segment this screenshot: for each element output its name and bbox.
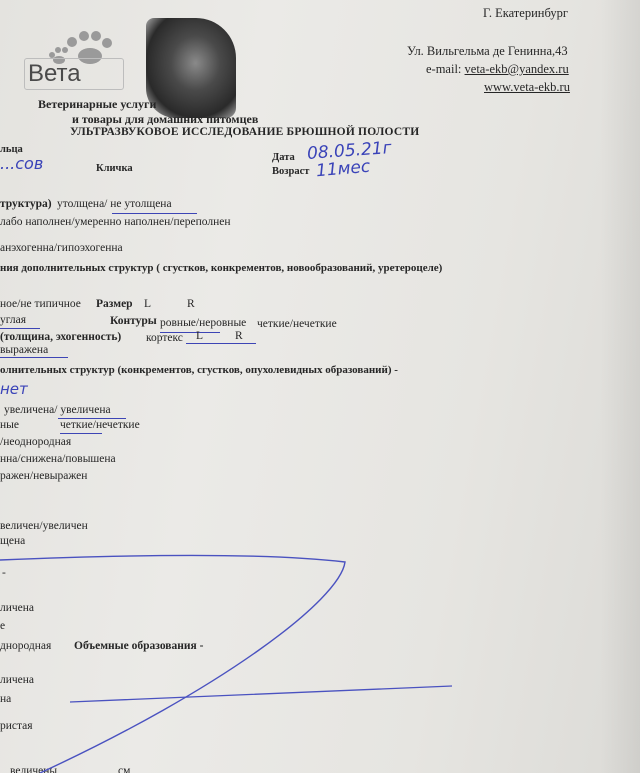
extra-structures-2-handwritten: нет <box>0 380 28 398</box>
masses-label: Объемные образования - <box>74 640 204 652</box>
age-value: 11мес <box>315 156 372 182</box>
date-label: Дата <box>272 152 295 163</box>
size-label: Размер <box>96 298 133 310</box>
edges-options: четкие/нечеткие <box>60 419 140 431</box>
enlarged-4: величен/увеличен <box>0 520 88 532</box>
contours-options: ровные/неровные <box>160 317 247 329</box>
line-b-5: на <box>0 693 12 705</box>
horizontal-pen-stroke <box>70 686 452 702</box>
header-address: Ул. Вильгельма де Генинна,43 <box>407 44 568 58</box>
logo-tagline-2: и товары для домашних питомцев <box>72 112 259 126</box>
extra-structures-1: ния дополнительных структур ( сгустков, конкрементов, новообразований, уретероцеле) <box>0 262 443 274</box>
email-label: e-mail: <box>426 62 462 76</box>
bottom-a-5: величены <box>10 765 58 773</box>
diagonal-pen-stroke <box>0 555 345 773</box>
contours-label: Контуры <box>110 315 157 327</box>
shape-value: углая <box>0 314 27 326</box>
owner-label: льца <box>0 144 23 155</box>
wall-label: труктура) <box>0 198 52 210</box>
fill-options: лабо наполнен/умеренно наполнен/переполнен <box>0 216 231 228</box>
size-r: R <box>187 298 195 310</box>
grainy-5: ристая <box>0 720 33 732</box>
cortex-word: кортекс <box>146 332 183 344</box>
size-l: L <box>144 298 152 310</box>
echo-options: анэхогенна/гипоэхогенна <box>0 242 123 254</box>
document-title: УЛЬТРАЗВУКОВОЕ ИССЛЕДОВАНИЕ БРЮШНОЙ ПОЛОСТИ <box>70 126 420 138</box>
extra-structures-2: олнительных структур (конкрементов, сгустков, опухолевидных образований) - <box>0 364 398 376</box>
header-city: Г. Екатеринбург <box>483 6 568 20</box>
nickname-label: Кличка <box>96 163 133 174</box>
echogenicity-options: нна/снижена/повышена <box>0 453 116 465</box>
enlarged-5: личена <box>0 602 35 614</box>
logo-name: Вета <box>28 60 81 87</box>
cortex-l: L <box>196 330 204 342</box>
enlarged-3: увеличена/ увеличена <box>4 404 111 416</box>
owner-value: ...сов <box>0 154 44 173</box>
bottom-b-5: см <box>118 765 131 773</box>
wall-options: утолщена/ не утолщена <box>57 198 172 210</box>
position-options: ное/не типичное <box>0 298 81 310</box>
cortex-label: (толщина, эхогенность) <box>0 331 122 343</box>
cortex-r: R <box>235 330 243 342</box>
pattern-options: ражен/невыражен <box>0 470 88 482</box>
date-value: 08.05.21г <box>306 138 393 164</box>
expressed-value: выражена <box>0 344 49 356</box>
logo-tagline-1: Ветеринарные услуги <box>38 97 157 111</box>
dash-5: - <box>2 567 6 579</box>
edges-prefix: ные <box>0 419 19 431</box>
email-link[interactable]: veta-ekb@yandex.ru <box>464 62 569 76</box>
structure-options: /неоднородная <box>0 436 72 448</box>
website-link[interactable]: www.veta-ekb.ru <box>484 80 570 94</box>
thick-4: щена <box>0 535 26 547</box>
age-label: Возраст <box>272 166 310 177</box>
e-5: е <box>0 620 6 632</box>
homogeneity-5: днородная <box>0 640 52 652</box>
line-a-5: личена <box>0 674 35 686</box>
contours-clarity: четкие/нечеткие <box>257 318 337 330</box>
